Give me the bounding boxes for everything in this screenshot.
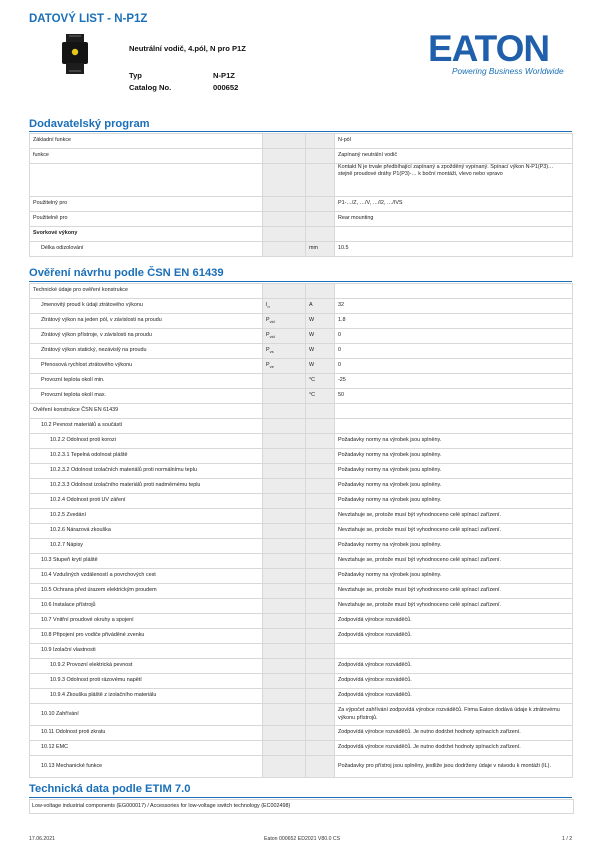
row-symbol	[263, 659, 306, 674]
row-label: 10.9.3 Odolnost proti rázovému napětí	[30, 674, 263, 689]
symbol-letter: P	[266, 332, 270, 339]
row-symbol	[263, 389, 306, 404]
row-unit	[306, 674, 335, 689]
row-unit	[306, 726, 335, 741]
footer-date: 17.06.2021	[29, 836, 55, 842]
row-value	[335, 404, 573, 419]
table-row	[30, 164, 573, 197]
table-row	[30, 494, 573, 509]
row-label: 10.2.4 Odolnost proti UV záření	[30, 494, 263, 509]
row-value: Požadavky normy na výrobek jsou splněny.	[335, 539, 573, 554]
row-symbol	[263, 374, 306, 389]
row-unit	[306, 539, 335, 554]
table-row	[30, 689, 573, 704]
row-value: Zodpovídá výrobce rozváděčů.	[335, 614, 573, 629]
row-unit	[306, 284, 335, 299]
row-unit	[306, 419, 335, 434]
row-value: Zapínaný neutrální vodič	[335, 149, 573, 164]
row-symbol	[263, 599, 306, 614]
symbol-subscript: vid	[269, 319, 275, 325]
symbol-letter: P	[266, 317, 270, 324]
row-value: Zodpovídá výrobce rozváděčů.	[335, 674, 573, 689]
row-label: Ověření konstrukce ČSN EN 61439	[30, 404, 263, 419]
row-value: Požadavky normy na výrobek jsou splněny.	[335, 449, 573, 464]
row-value	[335, 644, 573, 659]
table-row	[30, 509, 573, 524]
table-row	[30, 314, 573, 329]
table-row	[30, 539, 573, 554]
row-symbol	[263, 242, 306, 257]
row-symbol	[263, 227, 306, 242]
row-label: 10.9.2 Provozní elektrická pevnost	[30, 659, 263, 674]
row-value: 32	[335, 299, 573, 314]
row-value: Požadavky normy na výrobek jsou splněny.	[335, 434, 573, 449]
row-label: 10.5 Ochrana před úrazem elektrickým proudem	[30, 584, 263, 599]
typ-label: Typ	[129, 71, 142, 80]
row-symbol	[263, 584, 306, 599]
section-rule	[29, 797, 572, 798]
row-symbol	[263, 509, 306, 524]
row-symbol	[263, 614, 306, 629]
table-row	[30, 479, 573, 494]
row-unit	[306, 494, 335, 509]
row-label: 10.2.7 Nápisy	[30, 539, 263, 554]
row-label: Jmenovitý proud k údaji ztrátového výkonu	[30, 299, 263, 314]
section-rule	[29, 281, 572, 282]
product-image	[60, 32, 90, 76]
row-label: 10.10 Zahřívání	[30, 704, 263, 726]
row-value: Rear mounting	[335, 212, 573, 227]
row-label: Technické údaje pro ověření konstrukce	[30, 284, 263, 299]
section-title-etim: Technická data podle ETIM 7.0	[29, 783, 191, 795]
row-value: Zodpovídá výrobce rozváděčů. Je nutno dodržet hodnoty spínacích zařízení.	[335, 741, 573, 756]
section-rule	[29, 131, 572, 132]
table-row	[30, 584, 573, 599]
catalog-label: Catalog No.	[129, 83, 172, 92]
row-label: 10.9 Izolační vlastnosti	[30, 644, 263, 659]
row-symbol	[263, 134, 306, 149]
row-label: Použitelný pro	[30, 197, 263, 212]
table-row	[30, 227, 573, 242]
row-symbol	[263, 629, 306, 644]
table-row	[30, 569, 573, 584]
table-row	[30, 284, 573, 299]
row-unit: A	[306, 299, 335, 314]
row-unit	[306, 659, 335, 674]
row-symbol	[263, 419, 306, 434]
row-label: Ztrátový výkon na jeden pól, v závislosti na proudu	[30, 314, 263, 329]
row-value: Zodpovídá výrobce rozváděčů.	[335, 689, 573, 704]
row-unit	[306, 569, 335, 584]
row-unit	[306, 404, 335, 419]
table-row	[30, 197, 573, 212]
row-label: Provozní teplota okolí min.	[30, 374, 263, 389]
row-symbol	[263, 314, 306, 329]
row-unit	[306, 629, 335, 644]
row-value: Kontakt N je trvale předbíhající zapínaný a zpožděný vypínaný. Spínací výkon N-P1(P3)… stejně proudové dráhy P1(P3)-… k boční montáži, vlevo nebo vpravo	[335, 164, 573, 197]
row-value: Nevztahuje se, protože musí být vyhodnoceno celé spínací zařízení.	[335, 584, 573, 599]
catalog-value: 000652	[213, 83, 239, 92]
row-unit	[306, 741, 335, 756]
row-unit	[306, 212, 335, 227]
symbol-subscript: vid	[269, 334, 275, 340]
row-value: Požadavky normy na výrobek jsou splněny.	[335, 479, 573, 494]
subheading-svorkove: Svorkové výkony	[30, 227, 263, 242]
row-value	[335, 227, 573, 242]
row-value	[335, 419, 573, 434]
row-label: 10.4 Vzdušných vzdáleností a povrchových cest	[30, 569, 263, 584]
row-unit	[306, 197, 335, 212]
table-row	[30, 404, 573, 419]
table-row	[30, 149, 573, 164]
row-symbol	[263, 449, 306, 464]
table-row	[30, 329, 573, 344]
row-label: 10.13 Mechanické funkce	[30, 756, 263, 778]
row-label: Ztrátový výkon přístroje, v závislosti na proudu	[30, 329, 263, 344]
section-title-dodavatelsky: Dodavatelský program	[29, 118, 150, 130]
product-description: Neutrální vodič, 4.pól, N pro P1Z	[129, 44, 246, 53]
table-row	[30, 659, 573, 674]
row-label: Provozní teplota okolí max.	[30, 389, 263, 404]
table-row	[30, 629, 573, 644]
row-unit	[306, 756, 335, 778]
row-symbol	[263, 539, 306, 554]
table-row	[30, 741, 573, 756]
table-row	[30, 644, 573, 659]
table-dodavatelsky	[29, 133, 573, 257]
row-label: 10.2 Pevnost materiálů a součástí	[30, 419, 263, 434]
row-label: 10.2.3.3 Odolnost izolačního materiálů proti nadměrnému teplu	[30, 479, 263, 494]
row-unit	[306, 584, 335, 599]
row-unit	[306, 554, 335, 569]
row-unit: °C	[306, 389, 335, 404]
row-symbol	[263, 149, 306, 164]
row-symbol	[263, 197, 306, 212]
row-unit	[306, 509, 335, 524]
table-row	[30, 374, 573, 389]
row-unit	[306, 614, 335, 629]
row-unit: W	[306, 359, 335, 374]
row-value: N-pól	[335, 134, 573, 149]
row-unit	[306, 449, 335, 464]
row-unit	[306, 149, 335, 164]
table-row	[30, 614, 573, 629]
row-value: Požadavky normy na výrobek jsou splněny.	[335, 494, 573, 509]
row-value: 0	[335, 344, 573, 359]
row-label: 10.3 Stupeň krytí pláště	[30, 554, 263, 569]
row-label: Délka odizolování	[30, 242, 263, 257]
row-value: Za výpočet zahřívání zodpovídá výrobce rozváděčů. Firma Eaton dodává údaje k ztrátovému výkonu přístrojů.	[335, 704, 573, 726]
row-symbol	[263, 674, 306, 689]
row-unit: W	[306, 314, 335, 329]
row-label: 10.7 Vnitřní proudové okruhy a spojení	[30, 614, 263, 629]
row-symbol	[263, 756, 306, 778]
symbol-letter: I	[266, 302, 268, 309]
row-symbol	[263, 704, 306, 726]
table-row	[30, 419, 573, 434]
footer-doc-id: Eaton 000652 ED2021 V80.0 CS	[264, 836, 341, 842]
row-unit: °C	[306, 374, 335, 389]
row-label: 10.2.2 Odolnost proti korozi	[30, 434, 263, 449]
row-value: Požadavky normy na výrobek jsou splněny.	[335, 569, 573, 584]
section-title-overeni: Ověření návrhu podle ČSN EN 61439	[29, 267, 224, 279]
row-symbol	[263, 741, 306, 756]
row-label: Ztrátový výkon statický, nezávislý na proudu	[30, 344, 263, 359]
table-row	[30, 134, 573, 149]
row-label: 10.2.3.1 Tepelná odolnost pláště	[30, 449, 263, 464]
row-symbol	[263, 284, 306, 299]
row-value: Zodpovídá výrobce rozváděčů.	[335, 659, 573, 674]
symbol-subscript: vs	[269, 349, 274, 355]
row-label: 10.2.6 Nárazová zkouška	[30, 524, 263, 539]
table-row	[30, 726, 573, 741]
symbol-letter: P	[266, 362, 270, 369]
row-value: Nevztahuje se, protože musí být vyhodnoceno celé spínací zařízení.	[335, 599, 573, 614]
row-value	[335, 284, 573, 299]
table-row	[30, 464, 573, 479]
table-row	[30, 554, 573, 569]
row-symbol	[263, 359, 306, 374]
row-unit	[306, 524, 335, 539]
row-symbol	[263, 212, 306, 227]
etim-classification: Low-voltage industrial components (EG000017) / Accessories for low-voltage switch technology (EC002498)	[29, 799, 574, 814]
typ-value: N-P1Z	[213, 71, 235, 80]
row-value: 0	[335, 359, 573, 374]
row-symbol	[263, 479, 306, 494]
row-label	[30, 164, 263, 197]
row-symbol	[263, 464, 306, 479]
row-label: Základní funkce	[30, 134, 263, 149]
table-row	[30, 389, 573, 404]
row-unit	[306, 464, 335, 479]
table-row	[30, 299, 573, 314]
row-label: 10.12 EMC	[30, 741, 263, 756]
row-label: 10.11 Odolnost proti zkratu	[30, 726, 263, 741]
row-value: Zodpovídá výrobce rozváděčů. Je nutno dodržet hodnoty spínacích zařízení.	[335, 726, 573, 741]
row-symbol	[263, 494, 306, 509]
table-row	[30, 242, 573, 257]
table-row	[30, 449, 573, 464]
symbol-letter: P	[266, 347, 270, 354]
row-label: 10.9.4 Zkouška pláště z izolačního materiálu	[30, 689, 263, 704]
symbol-subscript: n	[267, 304, 270, 310]
row-symbol	[263, 524, 306, 539]
row-unit	[306, 704, 335, 726]
table-row	[30, 674, 573, 689]
row-label: 10.6 Instalace přístrojů	[30, 599, 263, 614]
row-symbol	[263, 329, 306, 344]
row-value: Zodpovídá výrobce rozváděčů.	[335, 629, 573, 644]
row-symbol	[263, 554, 306, 569]
row-value: Nevztahuje se, protože musí být vyhodnoceno celé spínací zařízení.	[335, 554, 573, 569]
table-row	[30, 212, 573, 227]
row-unit	[306, 644, 335, 659]
table-row	[30, 344, 573, 359]
logo-text: EATON	[428, 30, 550, 69]
row-unit: W	[306, 344, 335, 359]
table-row	[30, 756, 573, 778]
row-symbol	[263, 644, 306, 659]
row-symbol	[263, 164, 306, 197]
symbol-subscript: ve	[269, 364, 274, 370]
row-value: -25	[335, 374, 573, 389]
footer-page: 1 / 2	[562, 836, 573, 842]
table-row	[30, 704, 573, 726]
row-value: Požadavky pro přístroj jsou splněny, jestliže jsou dodrženy údaje v návodu k montáži (IL).	[335, 756, 573, 778]
row-value: 1.8	[335, 314, 573, 329]
row-value: 10.5	[335, 242, 573, 257]
row-label: Přenosová rychlost ztrátového výkonu	[30, 359, 263, 374]
row-unit: mm	[306, 242, 335, 257]
row-symbol	[263, 299, 306, 314]
row-label: 10.2.3.2 Odolnost izolačních materiálů proti normálnímu teplu	[30, 464, 263, 479]
row-symbol	[263, 434, 306, 449]
row-value: Nevztahuje se, protože musí být vyhodnoceno celé spínací zařízení.	[335, 524, 573, 539]
row-symbol	[263, 689, 306, 704]
page-title: DATOVÝ LIST - N-P1Z	[29, 13, 148, 25]
table-row	[30, 359, 573, 374]
row-unit	[306, 689, 335, 704]
row-value: Nevztahuje se, protože musí být vyhodnoceno celé spínací zařízení.	[335, 509, 573, 524]
row-label: 10.8 Připojení pro vodiče přiváděné zvenku	[30, 629, 263, 644]
row-symbol	[263, 404, 306, 419]
row-unit	[306, 599, 335, 614]
row-value: P1-…/Z, …/V, …/I2, …/IVS	[335, 197, 573, 212]
table-row	[30, 434, 573, 449]
row-value: Požadavky normy na výrobek jsou splněny.	[335, 464, 573, 479]
row-unit: W	[306, 329, 335, 344]
row-label: 10.2.5 Zvedání	[30, 509, 263, 524]
row-unit	[306, 164, 335, 197]
row-unit	[306, 134, 335, 149]
row-value: 50	[335, 389, 573, 404]
row-value: 0	[335, 329, 573, 344]
row-symbol	[263, 726, 306, 741]
table-row	[30, 524, 573, 539]
tagline: Powering Business Worldwide	[452, 66, 564, 76]
row-symbol	[263, 344, 306, 359]
table-row	[30, 599, 573, 614]
row-unit	[306, 227, 335, 242]
row-label: Použitelně pro	[30, 212, 263, 227]
row-unit	[306, 434, 335, 449]
row-symbol	[263, 569, 306, 584]
row-label: funkce	[30, 149, 263, 164]
table-overeni	[29, 283, 573, 778]
row-unit	[306, 479, 335, 494]
